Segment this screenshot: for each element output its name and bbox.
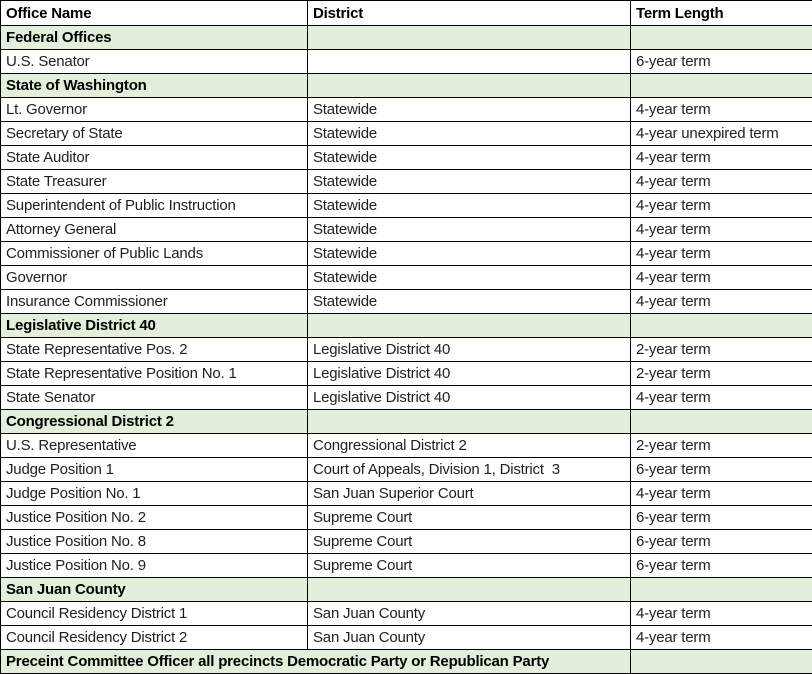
district-cell: San Juan County: [308, 602, 631, 626]
table-row: [1, 218, 812, 242]
term-cell: [631, 410, 812, 434]
office-cell: Council Residency District 2: [1, 626, 308, 650]
table-row: [1, 338, 812, 362]
district-cell: Statewide: [308, 98, 631, 122]
term-cell: [631, 650, 812, 674]
table-row: [1, 242, 812, 266]
district-cell: [308, 26, 631, 50]
term-cell: 4-year term: [631, 98, 812, 122]
office-cell: State Representative Pos. 2: [1, 338, 308, 362]
term-cell: 4-year unexpired term: [631, 122, 812, 146]
table-row: [1, 530, 812, 554]
district-cell: Supreme Court: [308, 506, 631, 530]
section-row: [1, 578, 812, 602]
column-header-district: District: [308, 1, 631, 26]
table-row: [1, 482, 812, 506]
term-cell: 4-year term: [631, 266, 812, 290]
district-cell: Statewide: [308, 122, 631, 146]
district-cell: [308, 314, 631, 338]
term-cell: 4-year term: [631, 290, 812, 314]
column-header-term-length: Term Length: [631, 1, 812, 26]
table-row: [1, 98, 812, 122]
term-cell: 4-year term: [631, 626, 812, 650]
term-cell: 4-year term: [631, 386, 812, 410]
section-title: State of Washington: [1, 74, 308, 98]
office-cell: Superintendent of Public Instruction: [1, 194, 308, 218]
section-row: [1, 74, 812, 98]
term-cell: 2-year term: [631, 338, 812, 362]
district-cell: Supreme Court: [308, 554, 631, 578]
table-row: [1, 506, 812, 530]
term-cell: 4-year term: [631, 242, 812, 266]
table-row: [1, 386, 812, 410]
term-cell: [631, 74, 812, 98]
office-cell: Justice Position No. 2: [1, 506, 308, 530]
district-cell: [308, 74, 631, 98]
table-row: [1, 602, 812, 626]
district-cell: [308, 50, 631, 74]
section-title: Congressional District 2: [1, 410, 308, 434]
district-cell: Statewide: [308, 218, 631, 242]
section-title: San Juan County: [1, 578, 308, 602]
district-cell: Supreme Court: [308, 530, 631, 554]
term-cell: 6-year term: [631, 506, 812, 530]
district-cell: Legislative District 40: [308, 338, 631, 362]
term-cell: 4-year term: [631, 194, 812, 218]
term-cell: 2-year term: [631, 362, 812, 386]
term-cell: 4-year term: [631, 170, 812, 194]
header-row: [1, 1, 812, 26]
table-row: [1, 626, 812, 650]
district-cell: Statewide: [308, 170, 631, 194]
district-cell: San Juan County: [308, 626, 631, 650]
office-cell: Commissioner of Public Lands: [1, 242, 308, 266]
section-title: Federal Offices: [1, 26, 308, 50]
office-cell: Governor: [1, 266, 308, 290]
office-cell: Lt. Governor: [1, 98, 308, 122]
term-cell: 4-year term: [631, 602, 812, 626]
term-cell: 4-year term: [631, 218, 812, 242]
column-header-office-name: Office Name: [1, 1, 308, 26]
term-cell: 2-year term: [631, 434, 812, 458]
term-cell: 4-year term: [631, 146, 812, 170]
office-cell: Attorney General: [1, 218, 308, 242]
district-cell: Statewide: [308, 266, 631, 290]
term-cell: [631, 578, 812, 602]
section-title: Legislative District 40: [1, 314, 308, 338]
district-cell: San Juan Superior Court: [308, 482, 631, 506]
table-row: [1, 362, 812, 386]
office-cell: Judge Position No. 1: [1, 482, 308, 506]
table-row: [1, 554, 812, 578]
footer-cell: [1, 650, 631, 674]
district-cell: Congressional District 2: [308, 434, 631, 458]
office-cell: Secretary of State: [1, 122, 308, 146]
district-cell: Statewide: [308, 146, 631, 170]
office-cell: Insurance Commissioner: [1, 290, 308, 314]
table-row: [1, 50, 812, 74]
office-cell: Council Residency District 1: [1, 602, 308, 626]
office-cell: U.S. Representative: [1, 434, 308, 458]
footer-office-label: Preceint Committee Officer all precincts: [6, 653, 284, 670]
term-cell: 4-year term: [631, 482, 812, 506]
table-row: [1, 458, 812, 482]
table-row: [1, 170, 812, 194]
district-cell: Legislative District 40: [308, 362, 631, 386]
district-cell: [308, 578, 631, 602]
term-cell: 6-year term: [631, 530, 812, 554]
office-cell: Justice Position No. 8: [1, 530, 308, 554]
section-row: [1, 410, 812, 434]
office-cell: State Senator: [1, 386, 308, 410]
table-row: [1, 266, 812, 290]
footer-row: [1, 650, 812, 674]
table-row: [1, 434, 812, 458]
term-cell: 6-year term: [631, 554, 812, 578]
office-cell: State Auditor: [1, 146, 308, 170]
office-cell: Justice Position No. 9: [1, 554, 308, 578]
term-cell: [631, 26, 812, 50]
district-cell: Statewide: [308, 194, 631, 218]
office-cell: U.S. Senator: [1, 50, 308, 74]
district-cell: [308, 410, 631, 434]
office-cell: State Representative Position No. 1: [1, 362, 308, 386]
table-row: [1, 146, 812, 170]
district-cell: Court of Appeals, Division 1, District 3: [308, 458, 631, 482]
table-row: [1, 194, 812, 218]
table-row: [1, 290, 812, 314]
office-cell: Judge Position 1: [1, 458, 308, 482]
district-cell: Statewide: [308, 290, 631, 314]
term-cell: 6-year term: [631, 50, 812, 74]
table-row: [1, 122, 812, 146]
office-cell: State Treasurer: [1, 170, 308, 194]
district-cell: Statewide: [308, 242, 631, 266]
footer-district-label: Democratic Party or Republican Party: [287, 653, 550, 670]
district-cell: Legislative District 40: [308, 386, 631, 410]
section-row: [1, 314, 812, 338]
section-row: [1, 26, 812, 50]
term-cell: 6-year term: [631, 458, 812, 482]
term-cell: [631, 314, 812, 338]
